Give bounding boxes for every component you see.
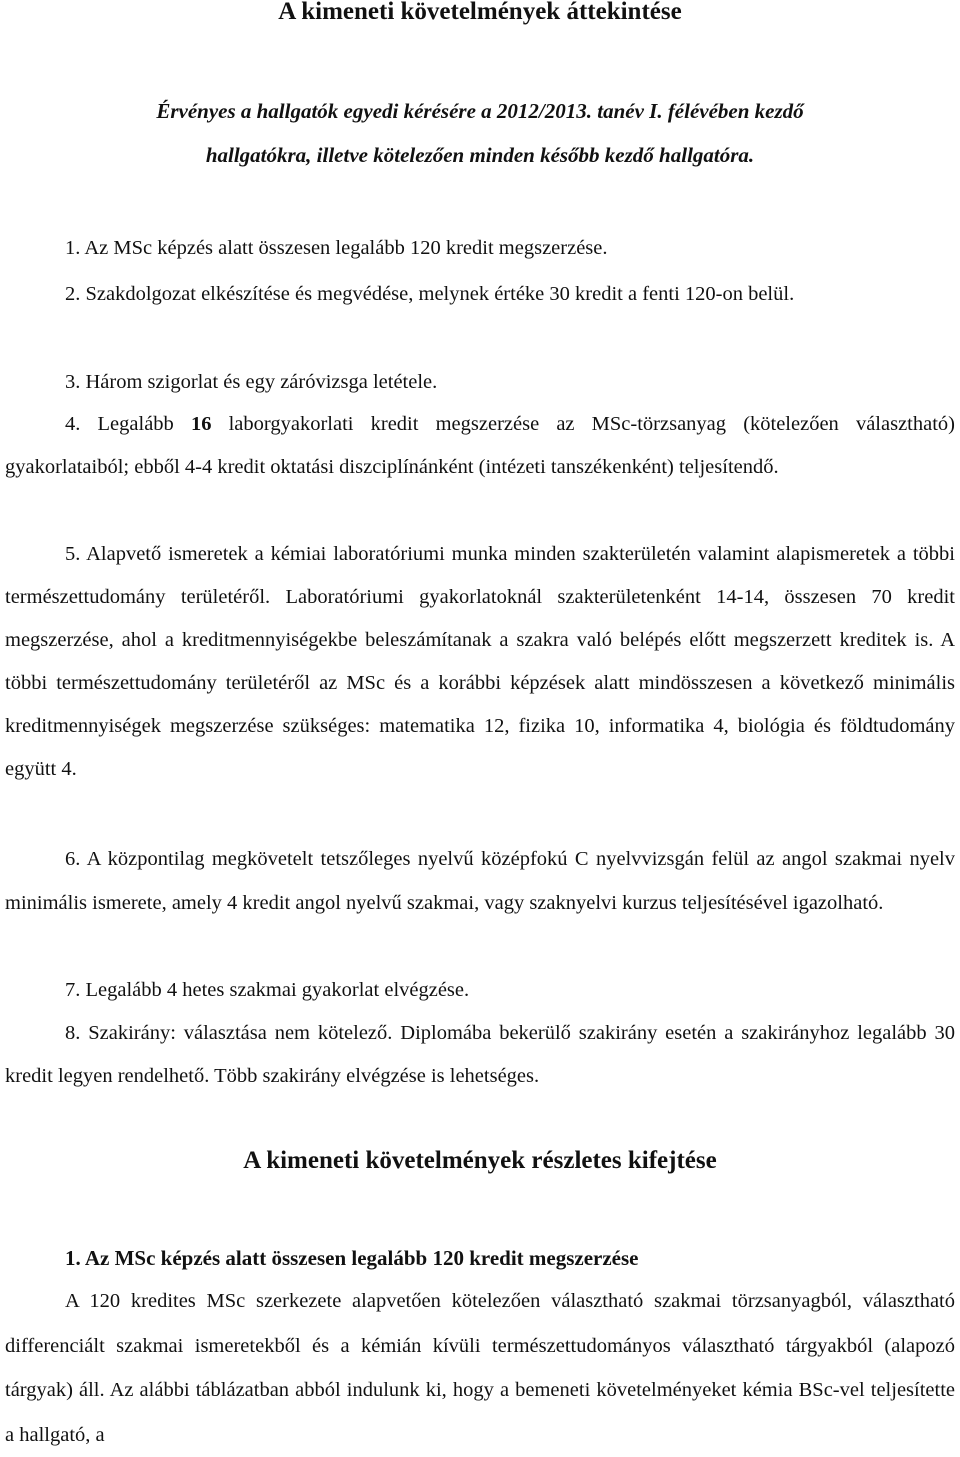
section-item-heading: 1. Az MSc képzés alatt összesen legalább 120 kredit megszerzése xyxy=(65,1246,639,1270)
validity-note-line-1: Érvényes a hallgatók egyedi kérésére a 2012/2013. tanév I. félévében kezdő xyxy=(156,99,804,123)
requirement-item-6: 6. A központilag megkövetelt tetszőleges nyelvű középfokú C nyelvvizsgán felül az angol szakmai nyelv minimális ismerete, amely 4 kredit angol nyelvű szakmai, vagy szaknyelvi kurzus teljesítésével igazolható. xyxy=(5,848,955,914)
requirement-item-5: 5. Alapvető ismeretek a kémiai laboratóriumi munka minden szakterületén valamint alapismeretek a többi természettudomány területéről. Laboratóriumi gyakorlatoknál szakterületenként 14-14, összesen 70 kredit megszerzése, ahol a kreditmennyiségekbe beleszámítanak a szakra való belépés előtt megszerzett kreditek is. A többi természettudomány területéről az MSc és a korábbi képzések alatt mindösszesen a következő minimális kreditmennyiségek megszerzése szükséges: matematika 12, fizika 10, informatika 4, biológia és földtudomány együtt 4. xyxy=(5,543,955,780)
validity-note-line-2: hallgatókra, illetve kötelezően minden később kezdő hallgatóra. xyxy=(205,143,755,167)
requirement-item-7: 7. Legalább 4 hetes szakmai gyakorlat elvégzése. xyxy=(65,979,470,1001)
validity-note xyxy=(5,89,955,177)
requirement-item-1: 1. Az MSc képzés alatt összesen legalább 120 kredit megszerzése. xyxy=(65,237,608,259)
item-4-prefix: 4. Legalább xyxy=(65,413,191,435)
item-4-credit-count: 16 xyxy=(190,413,212,435)
section-paragraph: A 120 kredites MSc szerkezete alapvetően kötelezően választható szakmai törzsanyagból, választható differenciált szakmai ismeretekből és a kémián kívüli természettudományos választható tárgyakból (alapozó tárgyak) áll. Az alábbi táblázatban abból indulunk ki, hogy a bemeneti követelményeket kémia BSc-vel teljesítette a hallgató, a xyxy=(5,1290,955,1446)
requirement-item-8: 8. Szakirány: választása nem kötelező. Diplomába bekerülő szakirány esetén a szakirányhoz legalább 30 kredit legyen rendelhető. Több szakirány elvégzése is lehetséges. xyxy=(5,1022,955,1087)
requirement-item-2: 2. Szakdolgozat elkészítése és megvédése, melynek értéke 30 kredit a fenti 120-on belül. xyxy=(65,283,795,305)
page-title: A kimeneti követelmények áttekintése xyxy=(278,0,682,25)
requirement-item-3: 3. Három szigorlat és egy záróvizsga letétele. xyxy=(65,371,438,393)
item-4-text: laborgyakorlati kredit megszerzése az MSc-törzsanyag (kötelezően választható) gyakorlataiból; ebből 4-4 kredit oktatási diszciplínánként (intézeti tanszékenként) teljesítendő. xyxy=(5,413,955,478)
requirement-item-4 xyxy=(5,403,955,489)
section-title-details: A kimeneti követelmények részletes kifejtése xyxy=(243,1147,717,1174)
